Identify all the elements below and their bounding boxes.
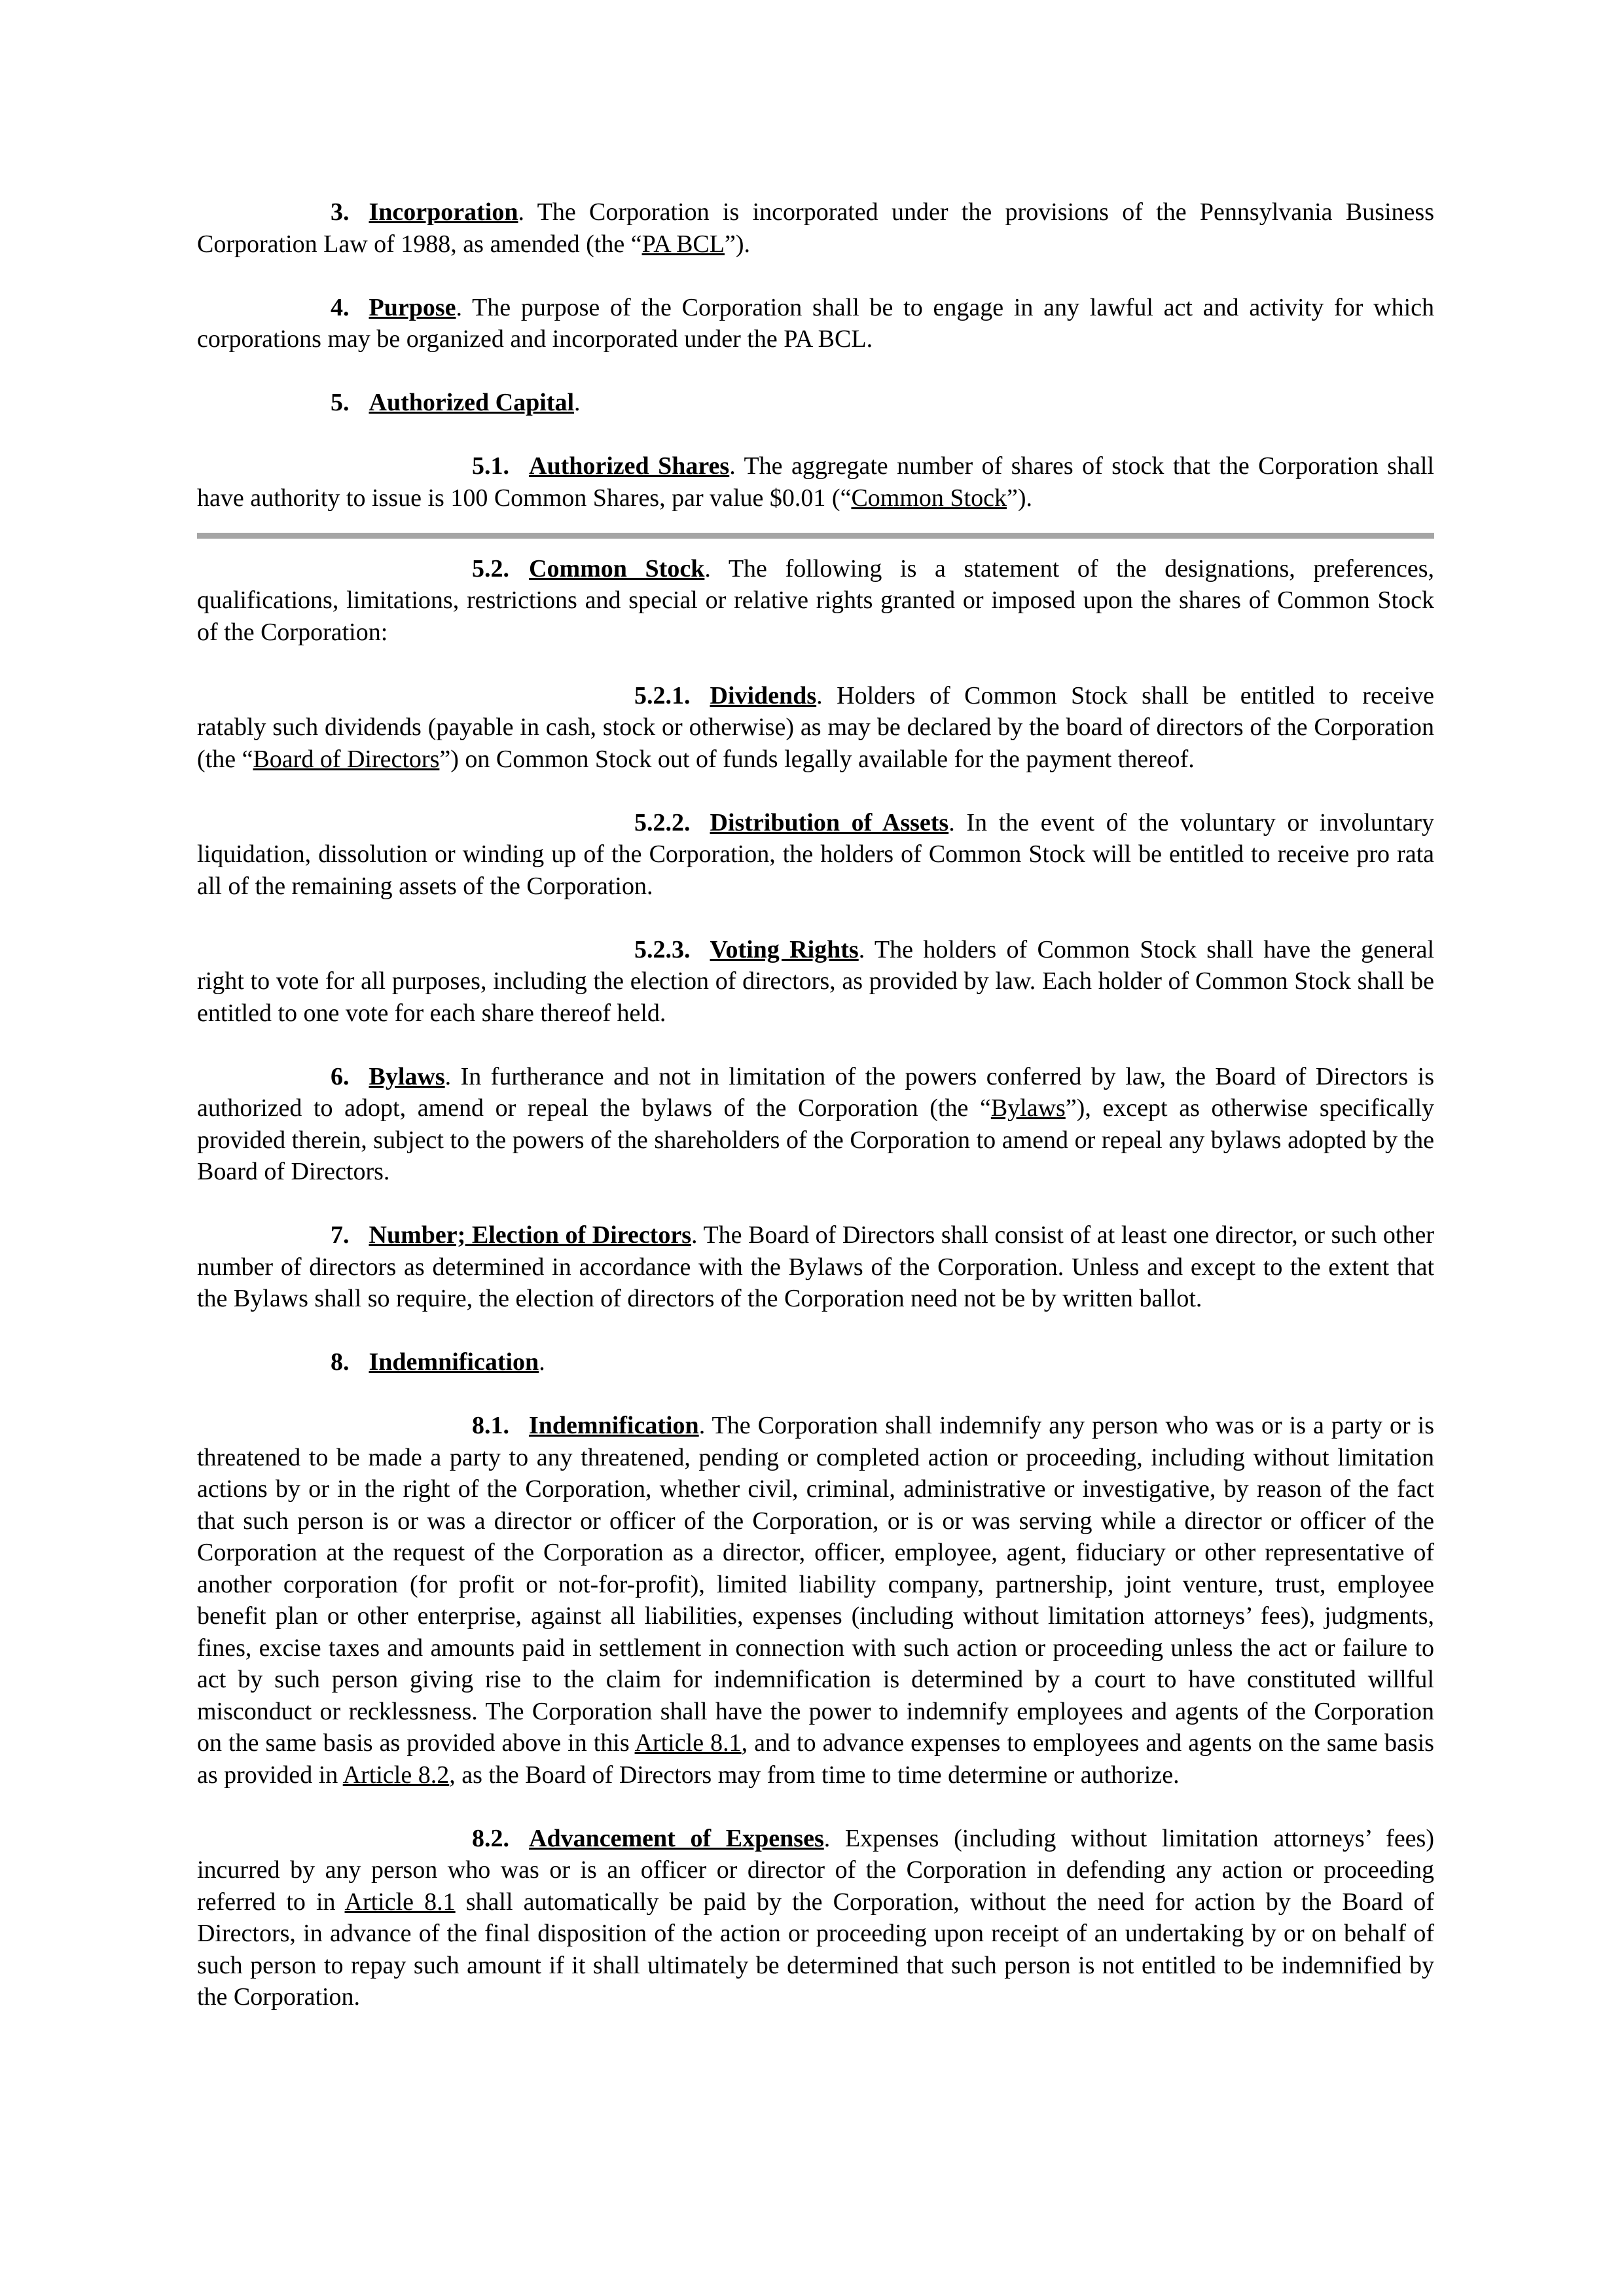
section-heading: Voting Rights [710,935,859,963]
section-heading: Distribution of Assets [710,808,949,836]
section-text-tail: ”), except as otherwise specifically provided therein, subject to the powers of the shareholders of the Corporation to amend or repeal any bylaws adopted by the Board of Directors. [197,1094,1435,1185]
section-number: 4. [331,293,350,321]
section-text: . [539,1348,545,1376]
section-number: 5.1. [472,452,509,480]
section-text: . The holders of Common Stock shall have the general right to vote for all purposes, including the election of directors, as provided by law. Each holder of Common Stock shall be entitled to one vote for each share thereof held. [197,935,1434,1027]
section-3-incorporation [197,196,1434,260]
section-number: 5.2.1. [634,681,691,709]
defined-term: Common Stock [851,484,1007,512]
section-text: . [574,389,581,416]
cross-reference-article-8-1: Article 8.1 [634,1729,742,1757]
section-7-election-of-directors [197,1219,1434,1315]
section-heading: Indemnification [529,1412,699,1439]
section-number: 6. [331,1062,350,1090]
section-5-2-3-voting-rights [197,934,1434,1030]
section-text: . In the event of the voluntary or involuntary liquidation, dissolution or winding up of the Corporation, the holders of Common Stock will be entitled to receive pro rata all of the remaining assets of the Corporation. [197,808,1434,900]
section-heading: Purpose [369,293,456,321]
section-text: . The purpose of the Corporation shall be to engage in any lawful act and activity for which corporations may be organized and incorporated under the PA BCL. [197,293,1434,353]
section-text: . The Board of Directors shall consist of at least one director, or such other number of directors as determined in accordance with the Bylaws of the Corporation. Unless and except to the extent that the Bylaws shall so require, the election of directors of the Corporation need not be by written ballot. [197,1221,1435,1312]
section-5-authorized-capital [197,387,1434,419]
section-heading: Authorized Shares [529,452,730,480]
section-heading: Dividends [710,681,817,709]
section-5-2-1-dividends [197,680,1434,776]
section-number: 5.2.2. [634,808,691,836]
section-5-2-common-stock [197,553,1434,649]
section-heading: Bylaws [369,1062,445,1090]
section-6-bylaws [197,1061,1434,1188]
section-heading: Advancement of Expenses [529,1824,824,1852]
section-text: . The Corporation shall indemnify any person who was or is a party or is threatened to be made a party to any threatened, pending or completed action or proceeding, including without limitation actions by or in the right of the Corporation, whether civil, criminal, administrative or investigative, by reason of the fact that such person is or was a director or officer of the Corporation, or is or was serving while a director or officer of the Corporation at the request of the Corporation as a director, officer, employee, agent, fiduciary or other representative of another corporation (for profit or not-for-profit), limited liability company, partnership, joint venture, trust, employee benefit plan or other enterprise, against all liabilities, expenses (including without limitation attorneys’ fees), judgments, fines, excise taxes and amounts paid in settlement in connection with such action or proceeding unless the act or failure to act by such person giving rise to the claim for indemnification is determined by a court to have constituted willful misconduct or recklessness. The Corporation shall have the power to indemnify employees and agents of the Corporation on the same basis as provided above in this [197,1412,1434,1757]
section-text: . The aggregate number of shares of stock that the Corporation shall have authority to issue is 100 Common Shares, par value $0.01 (“ [197,452,1434,512]
document-page [197,196,1434,2045]
section-text-tail: ”). [724,230,751,258]
section-text: . The Corporation is incorporated under the provisions of the Pennsylvania Business Corporation Law of 1988, as amended (the “ [197,198,1434,258]
section-text-tail: , as the Board of Directors may from time to time determine or authorize. [449,1761,1180,1789]
section-number: 7. [331,1221,350,1249]
section-text-tail: shall automatically be paid by the Corporation, without the need for action by the Board of Directors, in advance of the final disposition of the action or proceeding upon receipt of an undertaking by or on behalf of such person to repay such amount if it shall ultimately be determined that such person is not entitled to be indemnified by the Corporation. [197,1888,1434,2011]
section-number: 5.2.3. [634,935,691,963]
section-number: 5. [331,389,350,416]
section-heading: Number; Election of Directors [369,1221,691,1249]
section-text-middle: , and to advance expenses to employees and agents on the same basis as provided in [197,1729,1434,1789]
section-text-tail: ”) on Common Stock out of funds legally available for the payment thereof. [439,745,1195,773]
section-heading: Incorporation [369,198,518,226]
defined-term: Board of Directors [253,745,440,773]
section-number: 5.2. [472,554,509,583]
section-5-2-2-distribution-of-assets [197,807,1434,903]
section-text: . Holders of Common Stock shall be entitled to receive ratably such dividends (payable in cash, stock or otherwise) as may be declared by the board of directors of the Corporation (the “ [197,681,1434,773]
section-8-2-advancement-of-expenses [197,1823,1434,2013]
defined-term: PA BCL [641,230,725,258]
section-4-purpose [197,292,1434,355]
section-number: 8.1. [472,1412,509,1439]
section-text: . In furtherance and not in limitation of the powers conferred by law, the Board of Directors is authorized to adopt, amend or repeal the bylaws of the Corporation (the “ [197,1062,1434,1122]
section-8-1-indemnification [197,1410,1434,1791]
horizontal-divider [197,533,1434,539]
section-number: 8.2. [472,1824,509,1852]
section-text-tail: ”). [1006,484,1032,512]
section-heading: Authorized Capital [369,389,574,416]
section-8-indemnification [197,1346,1434,1378]
section-heading: Indemnification [369,1348,539,1376]
section-heading: Common Stock [529,554,705,583]
cross-reference-article-8-2: Article 8.2 [342,1761,450,1789]
section-text: . The following is a statement of the designations, preferences, qualifications, limitations, restrictions and special or relative rights granted or imposed upon the shares of Common Stock of the Corporation: [197,554,1434,646]
section-5-1-authorized-shares [197,450,1434,514]
section-number: 8. [331,1348,350,1376]
defined-term: Bylaws [990,1094,1066,1122]
section-text: . Expenses (including without limitation attorneys’ fees) incurred by any person who was or is an officer or director of the Corporation in defending any action or proceeding referred to in [197,1824,1434,1916]
cross-reference-article-8-1: Article 8.1 [344,1888,456,1916]
section-number: 3. [331,198,350,226]
